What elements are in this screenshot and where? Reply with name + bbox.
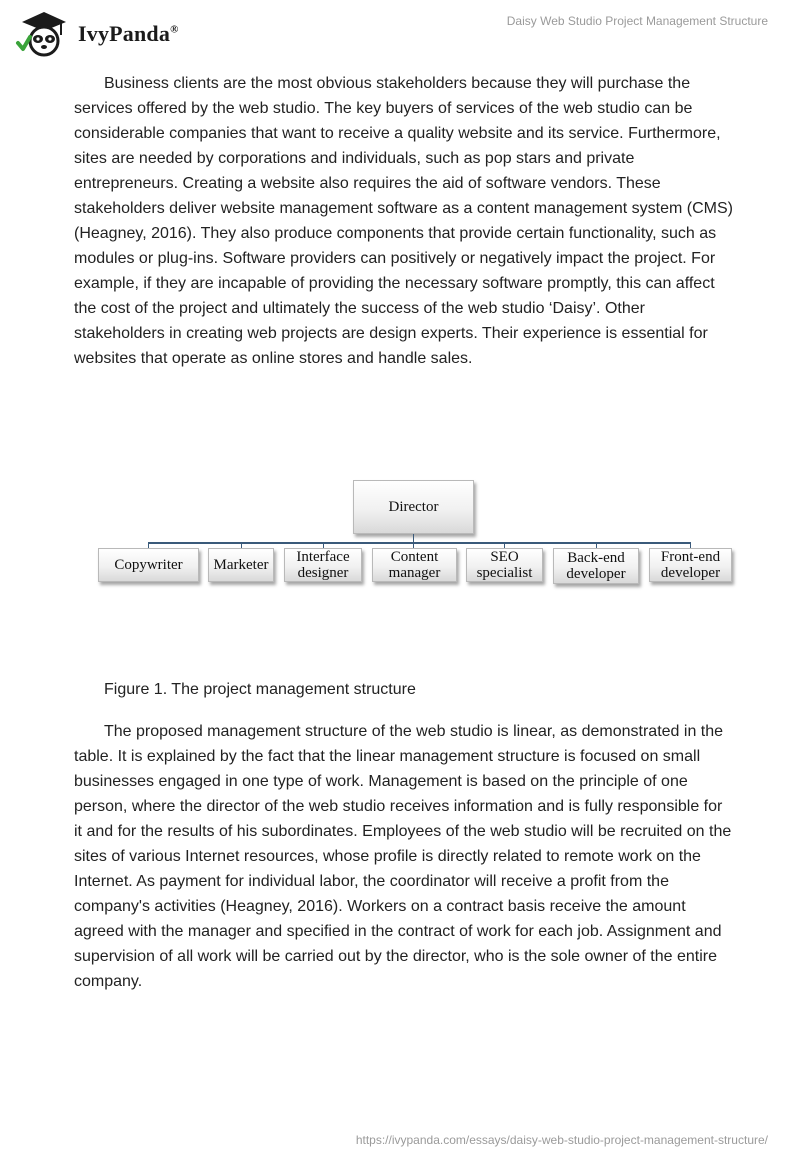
org-connector-vertical [413,534,414,542]
ivypanda-logo[interactable] [14,9,204,57]
org-node-backend-developer: Back-end developer [553,548,639,584]
page-title: Daisy Web Studio Project Management Structure [506,14,768,28]
org-chart [0,470,800,600]
org-connector-horizontal [148,542,691,544]
source-url-link[interactable]: https://ivypanda.com/essays/daisy-web-studio-project-management-structure/ [355,1133,768,1147]
org-node-director: Director [353,480,474,534]
org-node-frontend-developer: Front-end developer [649,548,732,582]
body-paragraph: The proposed management structure of the web studio is linear, as demonstrated in the table. It is explained by the fact that the linear management structure is focused on small businesses engaged in one type of work. Management is based on the principle of one person, where the director of the web studio receives information and is fully responsible for it and for the results of his subordinates. Employees of the web studio will be recruited on the sites of various Internet resources, whose profile is directly related to remote work on the Internet. As payment for individual labor, the coordinator will receive a profit from the company's activities (Heagney, 2016). Workers on a contract basis receive the amount agreed with the manager and specified in the contract of work for each job. Assignment and supervision of all work will be carried out by the director, who is the sole owner of the entire company. [74,723,732,990]
org-node-interface-designer: Interface designer [284,548,362,582]
org-node-copywriter: Copywriter [98,548,199,582]
org-node-content-manager: Content manager [372,548,457,582]
panda-mascot-icon [14,9,70,57]
logo-wordmark: IvyPanda® [78,21,179,46]
org-node-marketer: Marketer [208,548,274,582]
figure-caption: Figure 1. The project management structure [104,681,416,698]
org-node-seo-specialist: SEO specialist [466,548,543,582]
body-paragraph: Business clients are the most obvious stakeholders because they will purchase the services offered by the web studio. The key buyers of services of the web studio can be considerable companies that want to receive a quality website and its service. Furthermore, sites are needed by corporations and individuals, such as pop stars and private entrepreneurs. Creating a website also requires the aid of software vendors. These stakeholders deliver website management software as a content management system (CMS) (Heagney, 2016). They also produce components that provide certain functionality, such as modules or plug-ins. Software providers can positively or negatively impact the project. For example, if they are incapable of providing the necessary software promptly, this can affect the cost of the project and ultimately the success of the web studio ‘Daisy’. Other stakeholders in creating web projects are design experts. Their experience is essential for websites that operate as online stores and handle sales. [74,75,733,367]
